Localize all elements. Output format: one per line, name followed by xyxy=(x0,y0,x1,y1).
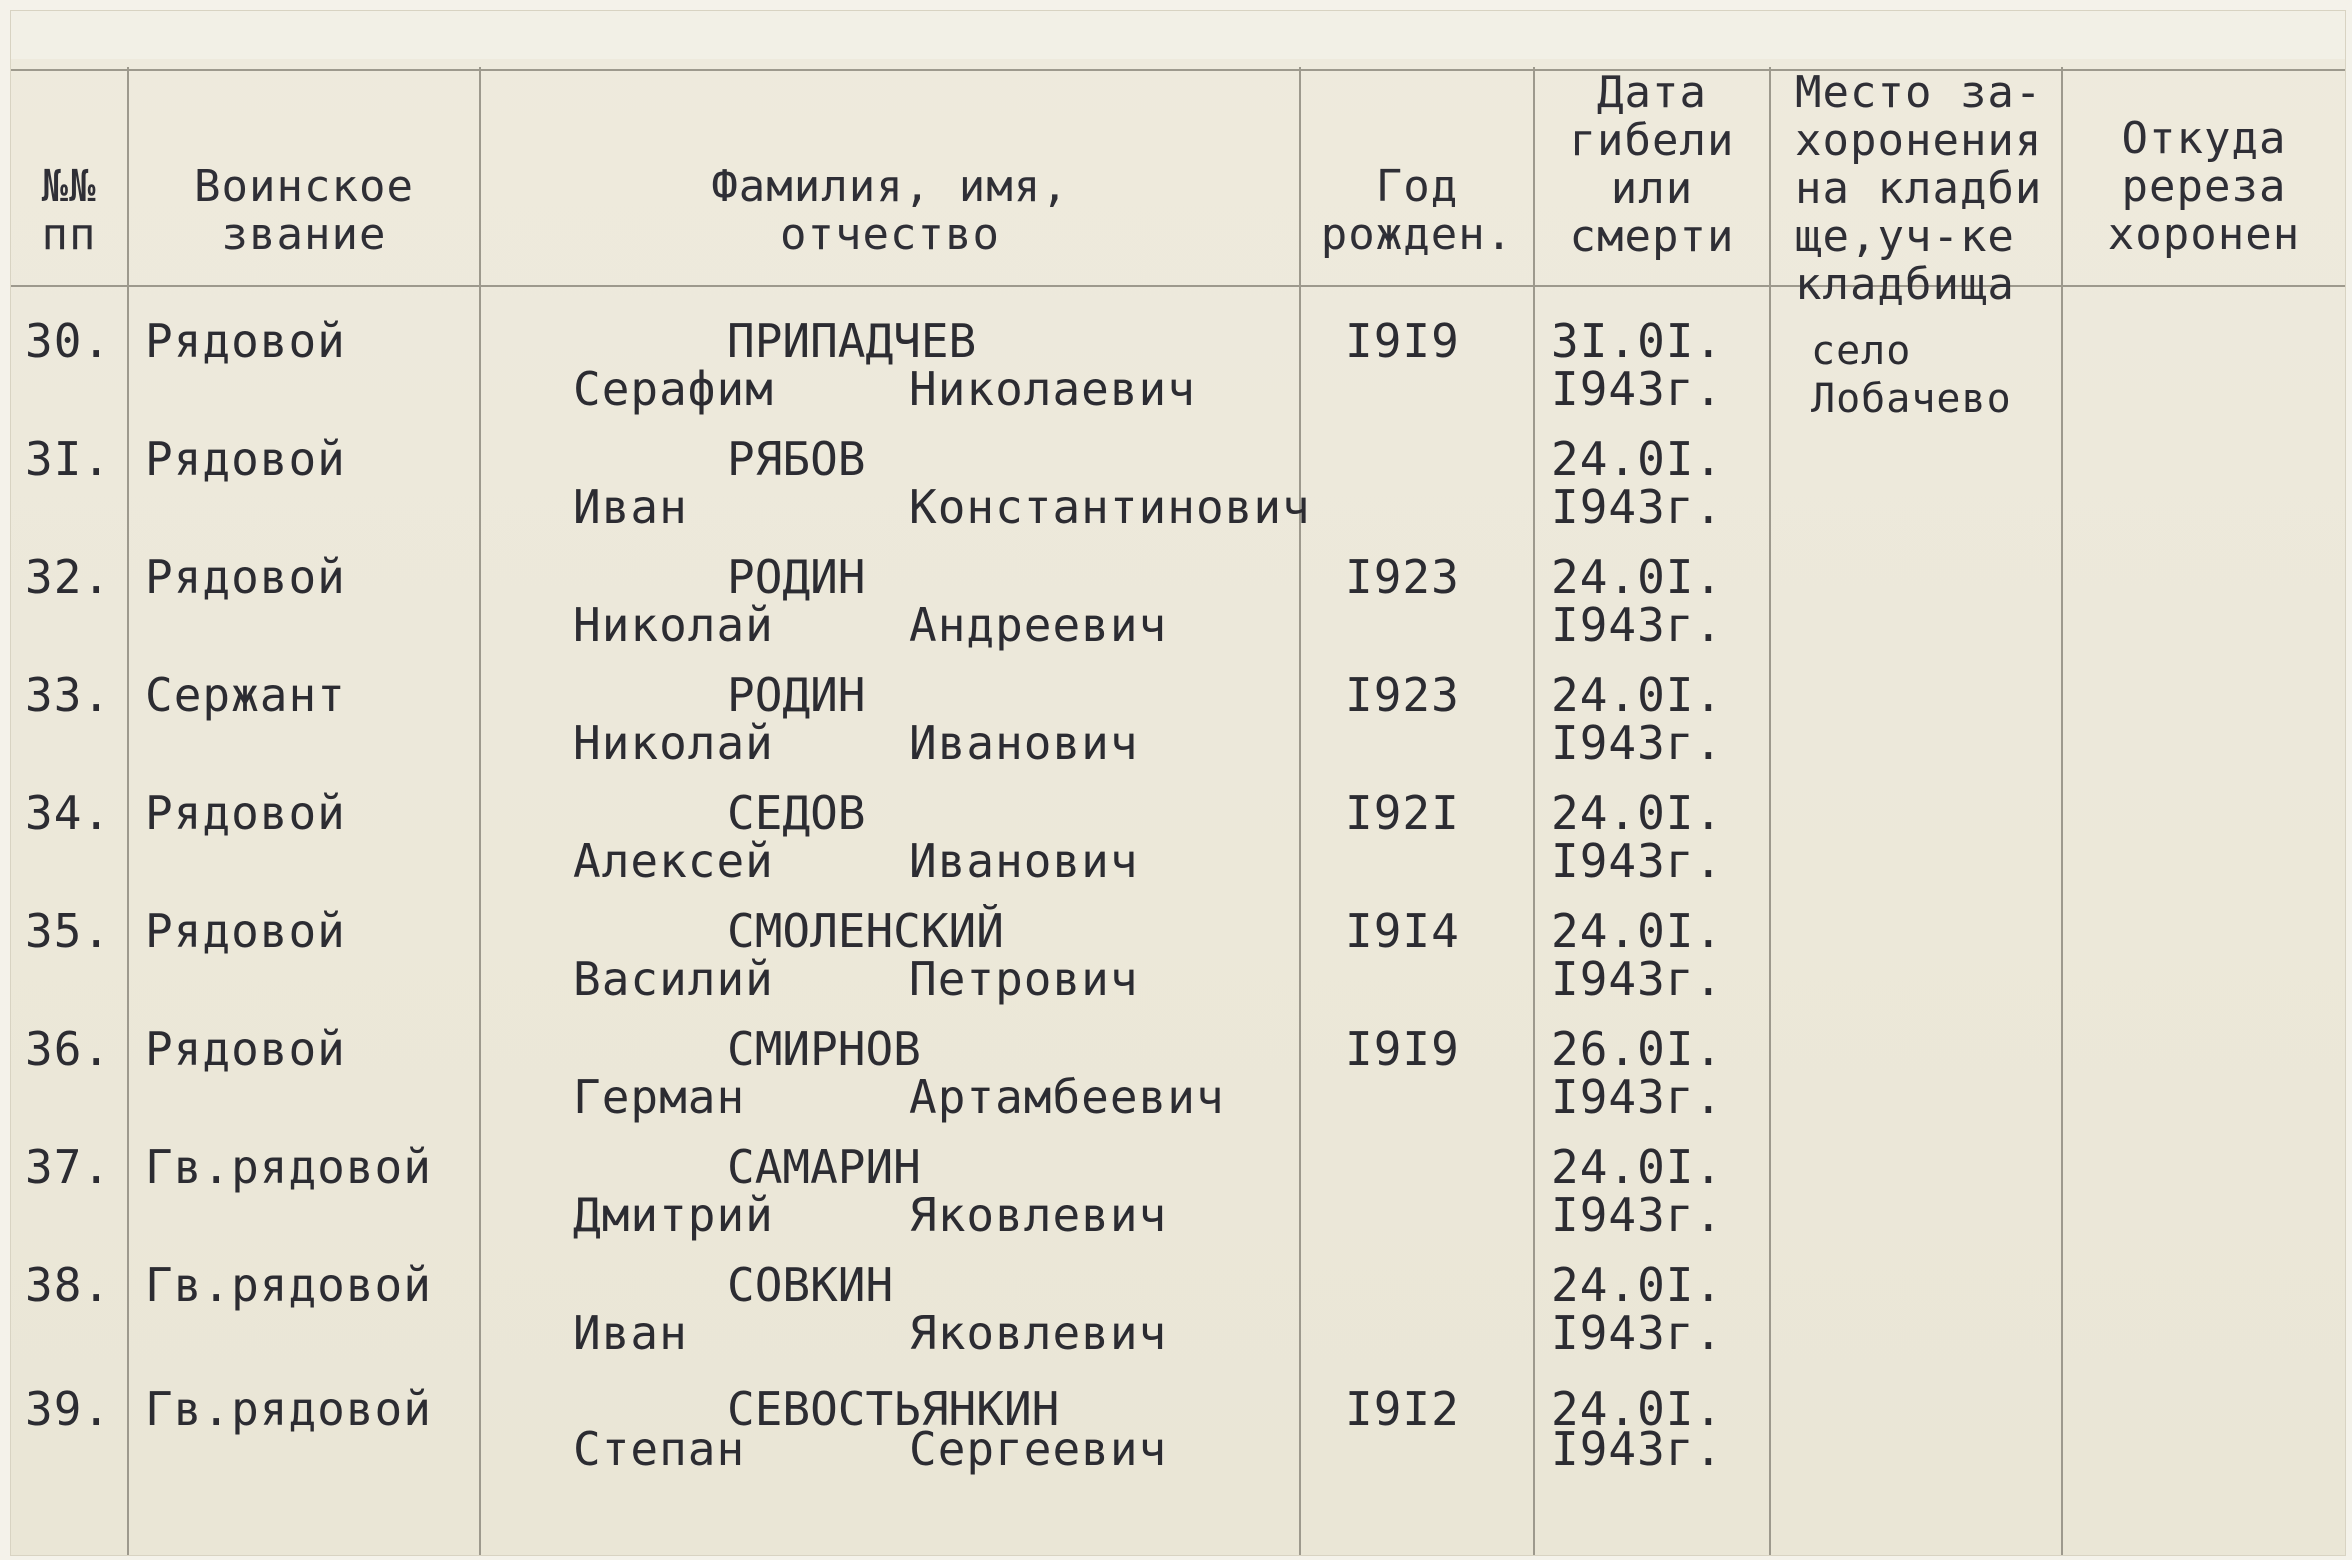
row-number: 32. xyxy=(25,550,112,604)
row-death-year: I943г. xyxy=(1551,362,1724,416)
row-first-name: Иван xyxy=(573,480,688,534)
row-surname: СМИРНОВ xyxy=(727,1022,921,1076)
row-rank: Рядовой xyxy=(145,314,346,368)
row-patronymic: Константинович xyxy=(909,480,1311,534)
row-death-year: I943г. xyxy=(1551,1070,1724,1124)
header-death-date: Дата гибели или смерти xyxy=(1569,67,1735,262)
row-number: 38. xyxy=(25,1258,112,1312)
column-rule xyxy=(479,67,481,1555)
row-death-date: 3I.0I. xyxy=(1551,314,1724,368)
row-first-name: Николай xyxy=(573,598,774,652)
row-number: 30. xyxy=(25,314,112,368)
row-death-date: 24.0I. xyxy=(1551,786,1724,840)
row-patronymic: Петрович xyxy=(909,952,1139,1006)
column-rule xyxy=(1769,67,1771,1555)
row-death-date: 24.0I. xyxy=(1551,432,1724,486)
column-rule xyxy=(1299,67,1301,1555)
row-birth-year: I92I xyxy=(1345,786,1460,840)
row-birth-year: I923 xyxy=(1345,668,1460,722)
row-first-name: Дмитрий xyxy=(573,1188,774,1242)
row-death-date: 24.0I. xyxy=(1551,1140,1724,1194)
row-rank: Сержант xyxy=(145,668,346,722)
row-birth-year: I9I9 xyxy=(1345,314,1460,368)
row-number: 34. xyxy=(25,786,112,840)
row-first-name: Серафим xyxy=(573,362,774,416)
burial-place-line2: Лобачево xyxy=(1811,376,2012,422)
row-surname: РОДИН xyxy=(727,550,866,604)
row-first-name: Герман xyxy=(573,1070,746,1124)
header-burial-place: Место за- хоронения на кладби ще,уч-ке кладбища xyxy=(1795,67,2043,310)
row-patronymic: Иванович xyxy=(909,834,1139,888)
row-surname: САМАРИН xyxy=(727,1140,921,1194)
row-death-date: 24.0I. xyxy=(1551,668,1724,722)
row-first-name: Алексей xyxy=(573,834,774,888)
row-death-year: I943г. xyxy=(1551,834,1724,888)
row-number: 35. xyxy=(25,904,112,958)
row-first-name: Степан xyxy=(573,1422,746,1476)
row-patronymic: Яковлевич xyxy=(909,1188,1168,1242)
row-death-year: I943г. xyxy=(1551,1188,1724,1242)
row-death-date: 26.0I. xyxy=(1551,1022,1724,1076)
row-rank: Рядовой xyxy=(145,1022,346,1076)
row-number: 39. xyxy=(25,1382,112,1436)
row-surname: СЕВОСТЬЯНКИН xyxy=(727,1382,1060,1436)
row-number: 3I. xyxy=(25,432,112,486)
row-death-year: I943г. xyxy=(1551,1306,1724,1360)
row-patronymic: Николаевич xyxy=(909,362,1196,416)
header-name: Фамилия, имя, отчество xyxy=(711,161,1069,260)
row-birth-year: I9I2 xyxy=(1345,1382,1460,1436)
row-birth-year: I9I4 xyxy=(1345,904,1460,958)
row-rank: Гв.рядовой xyxy=(145,1382,432,1436)
row-death-date: 24.0I. xyxy=(1551,550,1724,604)
row-birth-year: I923 xyxy=(1345,550,1460,604)
row-rank: Рядовой xyxy=(145,786,346,840)
row-first-name: Николай xyxy=(573,716,774,770)
row-death-date: 24.0I. xyxy=(1551,1382,1724,1436)
column-rule xyxy=(1533,67,1535,1555)
row-death-year: I943г. xyxy=(1551,480,1724,534)
row-patronymic: Артамбеевич xyxy=(909,1070,1225,1124)
header-rank: Воинское звание xyxy=(194,161,414,260)
row-surname: ПРИПАДЧЕВ xyxy=(727,314,977,368)
document-sheet xyxy=(10,10,2346,1556)
header-birth-year: Год рожден. xyxy=(1320,161,1514,260)
row-number: 37. xyxy=(25,1140,112,1194)
row-first-name: Иван xyxy=(573,1306,688,1360)
row-rank: Рядовой xyxy=(145,432,346,486)
row-death-year: I943г. xyxy=(1551,716,1724,770)
row-surname: РЯБОВ xyxy=(727,432,866,486)
burial-place-line1: село xyxy=(1811,328,1912,374)
row-death-year: I943г. xyxy=(1551,952,1724,1006)
row-surname: СОВКИН xyxy=(727,1258,894,1312)
column-rule xyxy=(2061,67,2063,1555)
row-death-year: I943г. xyxy=(1551,1422,1724,1476)
row-patronymic: Яковлевич xyxy=(909,1306,1168,1360)
row-rank: Рядовой xyxy=(145,550,346,604)
row-death-date: 24.0I. xyxy=(1551,1258,1724,1312)
row-rank: Гв.рядовой xyxy=(145,1140,432,1194)
row-patronymic: Андреевич xyxy=(909,598,1168,652)
row-rank: Гв.рядовой xyxy=(145,1258,432,1312)
sheet-top-margin xyxy=(11,11,2345,59)
row-number: 36. xyxy=(25,1022,112,1076)
row-number: 33. xyxy=(25,668,112,722)
row-death-date: 24.0I. xyxy=(1551,904,1724,958)
row-surname: РОДИН xyxy=(727,668,866,722)
row-rank: Рядовой xyxy=(145,904,346,958)
row-surname: СЕДОВ xyxy=(727,786,866,840)
row-patronymic: Сергеевич xyxy=(909,1422,1168,1476)
row-first-name: Василий xyxy=(573,952,774,1006)
row-patronymic: Иванович xyxy=(909,716,1139,770)
header-number: №№ пп xyxy=(41,161,97,260)
column-rule xyxy=(127,67,129,1555)
row-birth-year: I9I9 xyxy=(1345,1022,1460,1076)
row-death-year: I943г. xyxy=(1551,598,1724,652)
row-surname: СМОЛЕНСКИЙ xyxy=(727,904,1004,958)
header-reburial-origin: Откуда pереза хоронен xyxy=(2107,113,2301,260)
